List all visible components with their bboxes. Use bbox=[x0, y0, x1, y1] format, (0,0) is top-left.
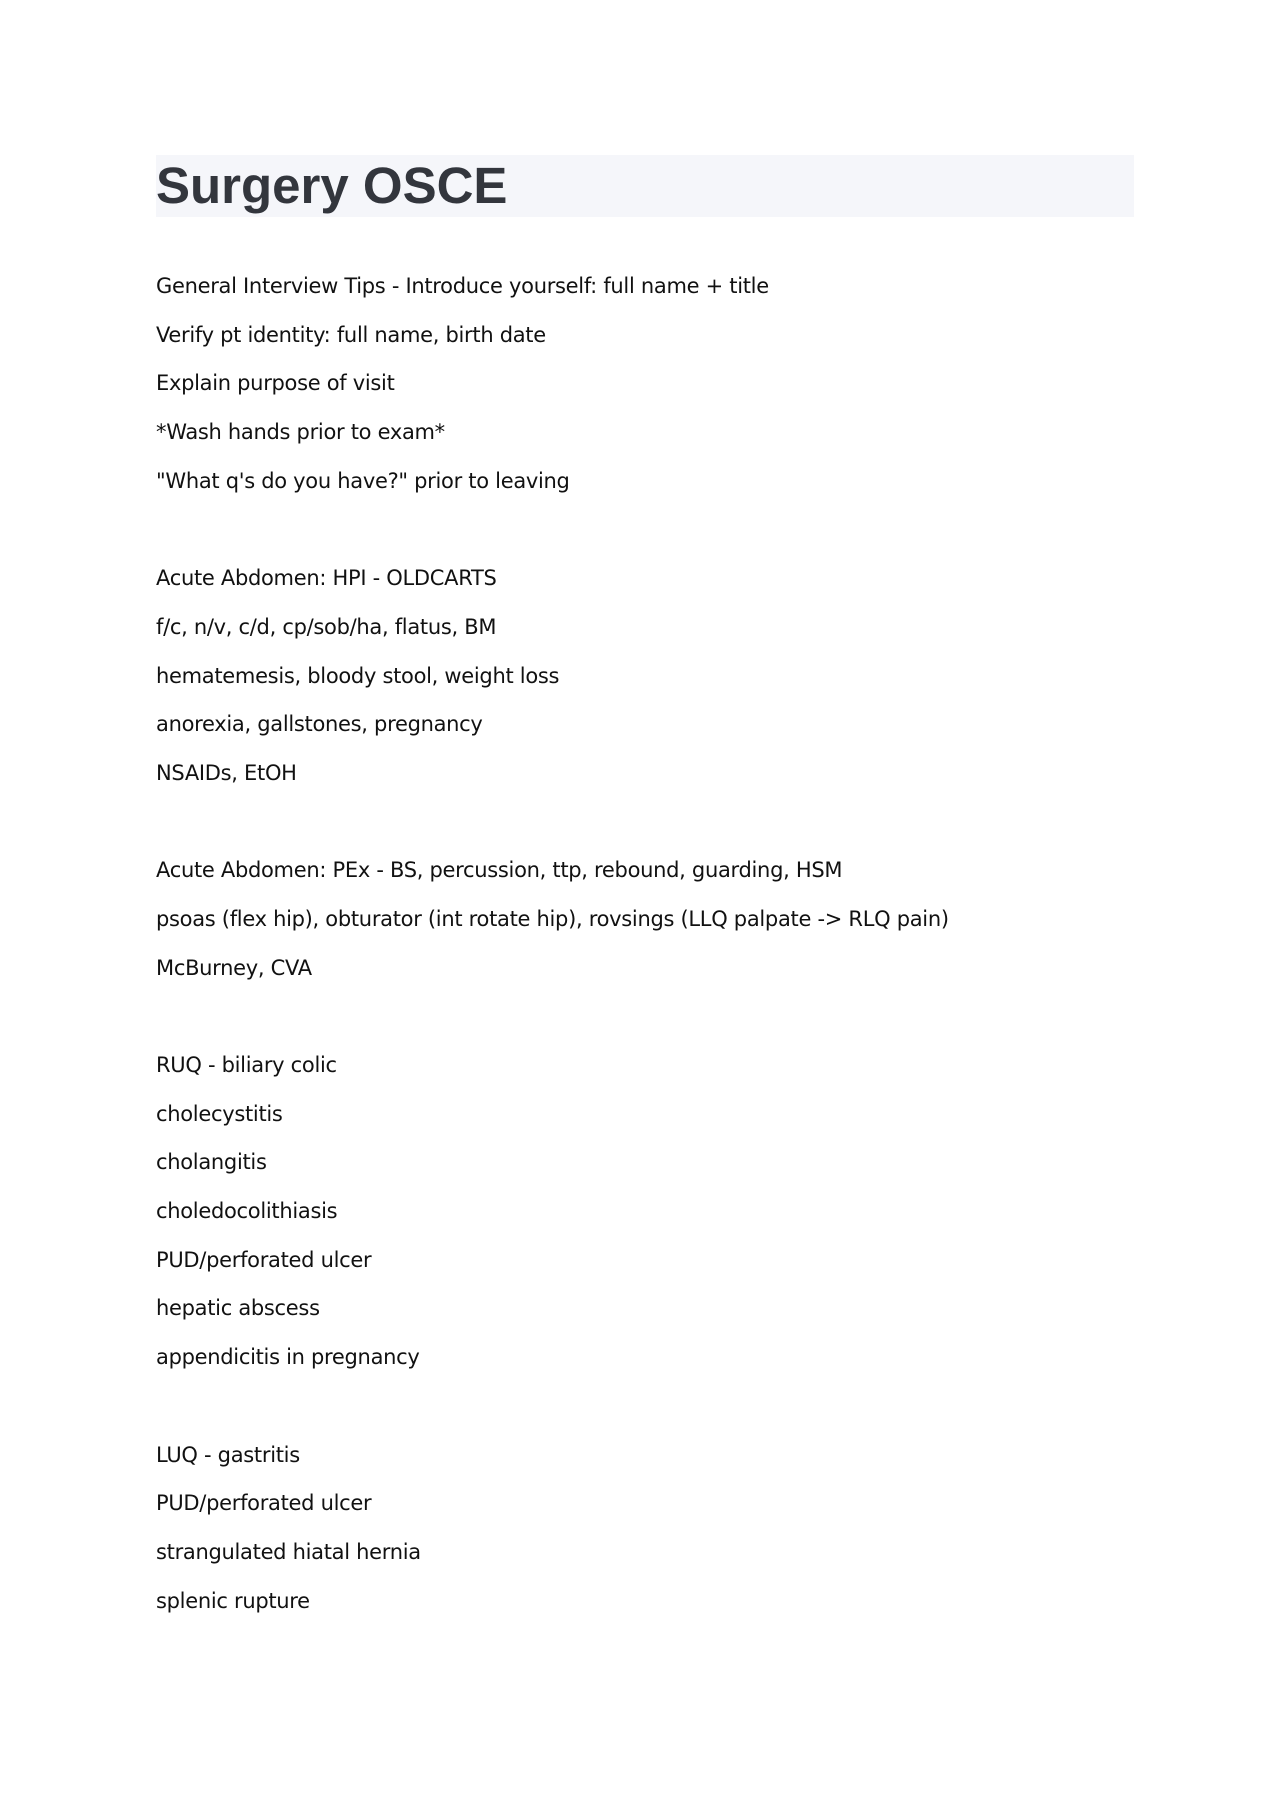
section-interview-tips bbox=[156, 262, 1136, 505]
blank-line bbox=[156, 1382, 1136, 1431]
text-line: RUQ - biliary colic bbox=[156, 1053, 337, 1077]
text-line: Acute Abdomen: PEx - BS, percussion, ttp, rebound, guarding, HSM bbox=[156, 858, 843, 883]
text-line: PUD/perforated ulcer bbox=[156, 1247, 372, 1272]
page-title: Surgery OSCE bbox=[156, 157, 508, 214]
text-line: LUQ - gastritis bbox=[156, 1442, 300, 1467]
section-luq bbox=[156, 1431, 1136, 1626]
section-ruq bbox=[156, 1041, 1136, 1382]
document-body bbox=[156, 262, 1136, 1625]
text-line: McBurney, CVA bbox=[156, 955, 312, 980]
blank-line bbox=[156, 992, 1136, 1041]
text-line: General Interview Tips - Introduce yourself: full name + title bbox=[156, 274, 769, 298]
text-line: psoas (flex hip), obturator (int rotate hip), rovsings (LLQ palpate -> RLQ pain) bbox=[156, 906, 949, 931]
blank-line bbox=[156, 505, 1136, 554]
text-line: splenic rupture bbox=[156, 1588, 310, 1613]
text-line: NSAIDs, EtOH bbox=[156, 760, 297, 785]
text-line: PUD/perforated ulcer bbox=[156, 1491, 372, 1516]
text-line: "What q's do you have?" prior to leaving bbox=[156, 468, 570, 493]
text-line: cholecystitis bbox=[156, 1101, 283, 1126]
text-line: strangulated hiatal hernia bbox=[156, 1539, 421, 1564]
text-line: cholangitis bbox=[156, 1150, 267, 1175]
section-acute-abdomen-hpi bbox=[156, 554, 1136, 797]
text-line: hepatic abscess bbox=[156, 1296, 320, 1321]
text-line: Acute Abdomen: HPI - OLDCARTS bbox=[156, 566, 497, 591]
text-line: Verify pt identity: full name, birth date bbox=[156, 322, 546, 347]
text-line: *Wash hands prior to exam* bbox=[156, 420, 445, 445]
text-line: anorexia, gallstones, pregnancy bbox=[156, 712, 483, 737]
text-line: hematemesis, bloody stool, weight loss bbox=[156, 663, 560, 688]
blank-line bbox=[156, 798, 1136, 847]
text-line: f/c, n/v, c/d, cp/sob/ha, flatus, BM bbox=[156, 614, 497, 639]
text-line: appendicitis in pregnancy bbox=[156, 1345, 420, 1370]
text-line: Explain purpose of visit bbox=[156, 371, 395, 396]
section-acute-abdomen-pex bbox=[156, 846, 1136, 992]
text-line: choledocolithiasis bbox=[156, 1199, 338, 1224]
